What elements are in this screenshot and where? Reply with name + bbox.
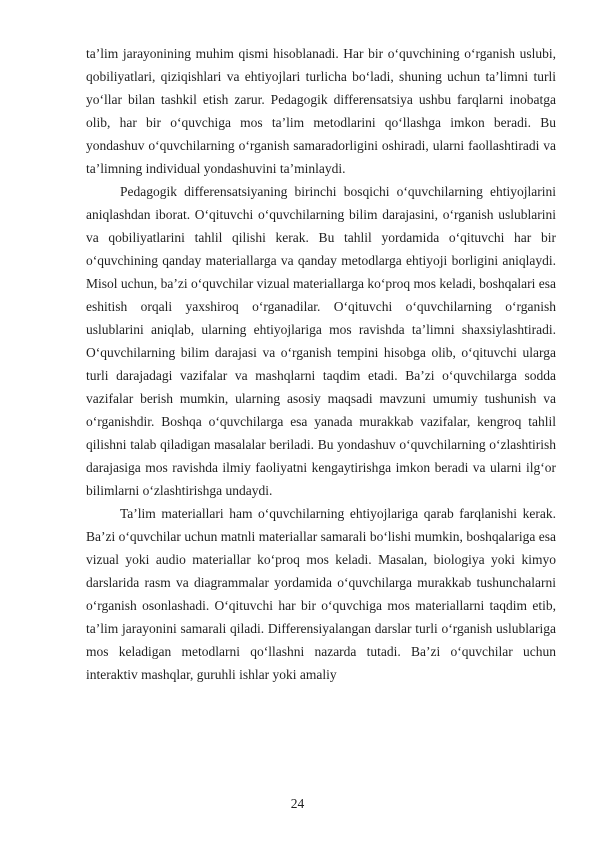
paragraph-continuation: ta’lim jarayonining muhim qismi hisoblanadi. Har bir o‘quvchining o‘rganish uslubi, qobiliyatlari, qiziqishlari va ehtiyojlari turlicha bo‘ladi, shuning uchun ta’limni turli yo‘llar bilan tashkil etish zarur. Pedagogik differensatsiya ushbu farqlarni inobatga olib, har bir o‘quvchiga mos ta’lim metodlarini qo‘llashga imkon beradi. Bu yondashuv o‘quvchilarning o‘rganish samaradorligini oshiradi, ularni faollashtiradi va ta’limning individual yondashuvini ta’minlaydi. bbox=[86, 46, 556, 176]
body-text bbox=[86, 42, 556, 686]
paragraph-learning-materials: Ta’lim materiallari ham o‘quvchilarning ehtiyojlariga qarab farqlanishi kerak. Ba’zi o‘quvchilar uchun matnli materiallar samarali bo‘lishi mumkin, boshqalariga esa vizual yoki audio materiallar ko‘proq mos keladi. Masalan, biologiya yoki kimyo darslarida rasm va diagrammalar yordamida o‘quvchilarga murakkab tushunchalarni o‘rganish osonlashadi. O‘qituvchi har bir o‘quvchiga mos materiallarni taqdim etib, ta’lim jarayonini samarali qiladi. Differensiyalangan darslar turli o‘rganish uslublariga mos keladigan metodlarni qo‘llashni nazarda tutadi. Ba’zi o‘quvchilar uchun interaktiv mashqlar, guruhli ishlar yoki amaliy bbox=[86, 506, 556, 682]
paragraph-differentiation-first-stage: Pedagogik differensatsiyaning birinchi bosqichi o‘quvchilarning ehtiyojlarini aniqlashdan iborat. O‘qituvchi o‘quvchilarning bilim darajasini, o‘rganish uslublarini va qobiliyatlarini tahlil qilishi kerak. Bu tahlil yordamida o‘qituvchi har bir o‘quvchining qanday materiallarga va qanday metodlarga ehtiyoji borligini aniqlaydi. Misol uchun, ba’zi o‘quvchilar vizual materiallarga ko‘proq mos keladi, boshqalari esa eshitish orqali yaxshiroq o‘rganadilar. O‘qituvchi o‘quvchilarning o‘rganish uslublarini aniqlab, ularning ehtiyojlariga mos ravishda ta’limni shaxsiylashtiradi. O‘quvchilarning bilim darajasi va o‘rganish tempini hisobga olib, o‘qituvchi ularga turli darajadagi vazifalar va mashqlarni taqdim etadi. Ba’zi o‘quvchilarga sodda vazifalar berish mumkin, ularning asosiy maqsadi mavzuni umumiy tushunish va o‘rganishdir. Boshqa o‘quvchilarga esa yanada murakkab vazifalar, kengroq tahlil qilishni talab qiladigan masalalar beriladi. Bu yondashuv o‘quvchilarning o‘zlashtirish darajasiga mos ravishda ilmiy faoliyatni kengaytirishga imkon beradi va ularni ilg‘or bilimlarni o‘zlashtirishga undaydi. bbox=[86, 184, 556, 498]
page-number: 24 bbox=[290, 796, 305, 811]
